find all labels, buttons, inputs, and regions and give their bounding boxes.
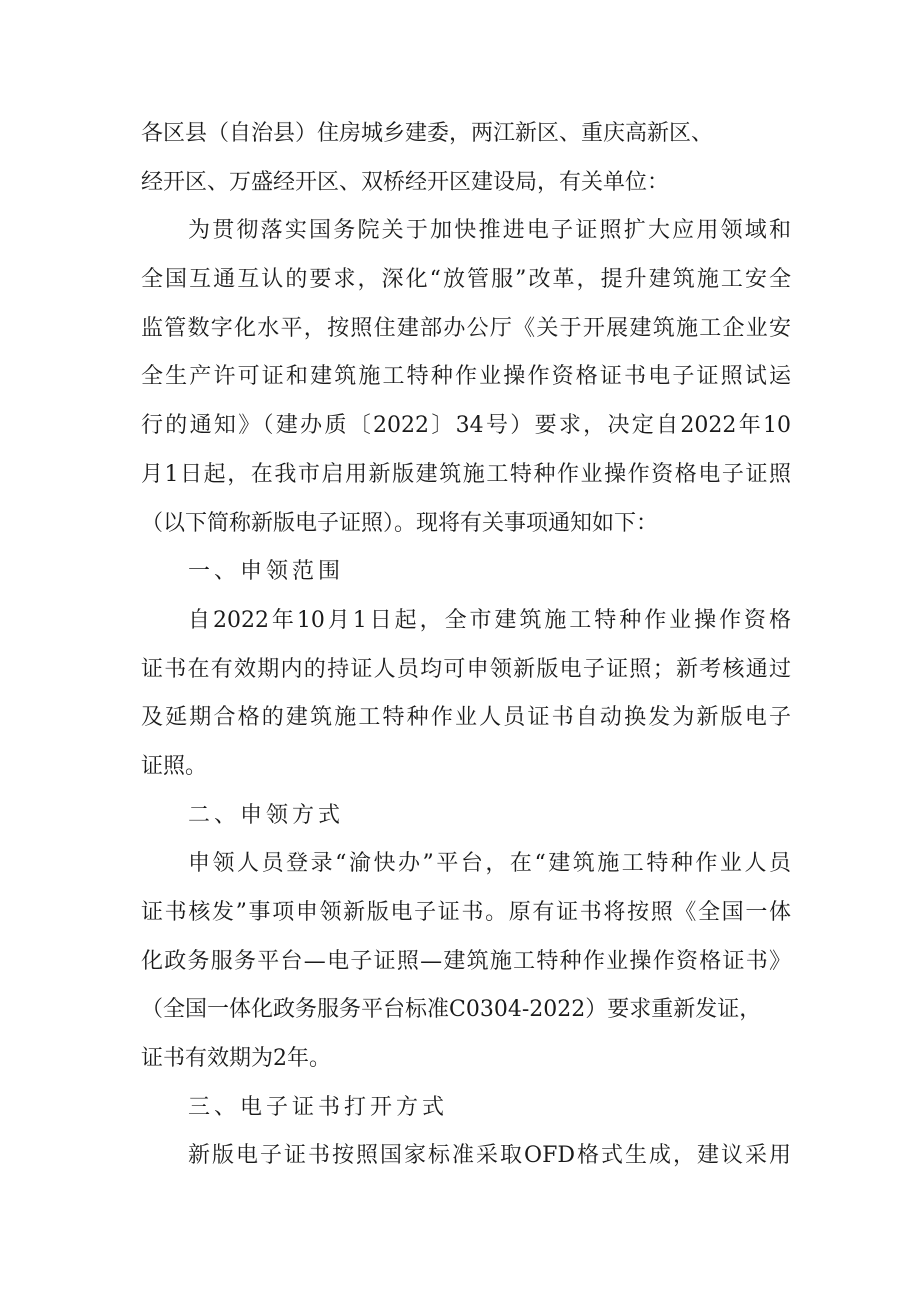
intro-paragraph-line: 行的通知》（建办质〔2022〕34号）要求，决定自2022年10	[141, 413, 791, 439]
section-1-paragraph-line: 自2022年10月1日起，全市建筑施工特种作业操作资格	[188, 607, 791, 633]
section-2-paragraph-line: 证书有效期为2年。	[141, 1046, 331, 1072]
notice-body	[141, 110, 791, 1181]
section-2-paragraph-line: （全国一体化政务服务平台标准C0304-2022）要求重新发证，	[141, 997, 762, 1023]
section-2-paragraph-line: 化政务服务平台—电子证照—建筑施工特种作业操作资格证书》	[141, 948, 791, 974]
addressee-line-2: 经开区、万盛经开区、双桥经开区建设局，有关单位：	[141, 169, 670, 195]
intro-paragraph-line: （以下简称新版电子证照）。现将有关事项通知如下：	[141, 510, 659, 536]
addressee-line-1: 各区县（自治县）住房城乡建委，两江新区、重庆高新区、	[141, 121, 714, 146]
section-2-paragraph-line: 证书核发”事项申领新版电子证书。原有证书将按照《全国一体	[141, 900, 791, 925]
section-heading-2: 二、申领方式	[188, 802, 345, 828]
intro-paragraph-line: 月1日起，在我市启用新版建筑施工特种作业操作资格电子证照	[141, 461, 791, 487]
section-heading-1: 一、申领范围	[188, 559, 345, 585]
intro-paragraph-line: 为贯彻落实国务院关于加快推进电子证照扩大应用领域和	[188, 218, 791, 244]
intro-paragraph-line: 全国互通互认的要求，深化“放管服”改革，提升建筑施工安全	[141, 267, 791, 293]
section-2-paragraph-line: 申领人员登录“渝快办”平台，在“建筑施工特种作业人员	[188, 851, 791, 877]
intro-paragraph-line: 全生产许可证和建筑施工特种作业操作资格证书电子证照试运	[141, 364, 791, 390]
intro-paragraph-line: 监管数字化水平，按照住建部办公厅《关于开展建筑施工企业安	[141, 315, 791, 341]
section-3-paragraph-line: 新版电子证书按照国家标准采取OFD格式生成，建议采用	[188, 1143, 791, 1169]
section-heading-3: 三、电子证书打开方式	[188, 1094, 449, 1120]
section-1-paragraph-line: 证书在有效期内的持证人员均可申领新版电子证照；新考核通过	[141, 656, 791, 682]
section-1-paragraph-line: 及延期合格的建筑施工特种作业人员证书自动换发为新版电子	[141, 705, 791, 731]
section-1-paragraph-line: 证照。	[141, 753, 208, 779]
